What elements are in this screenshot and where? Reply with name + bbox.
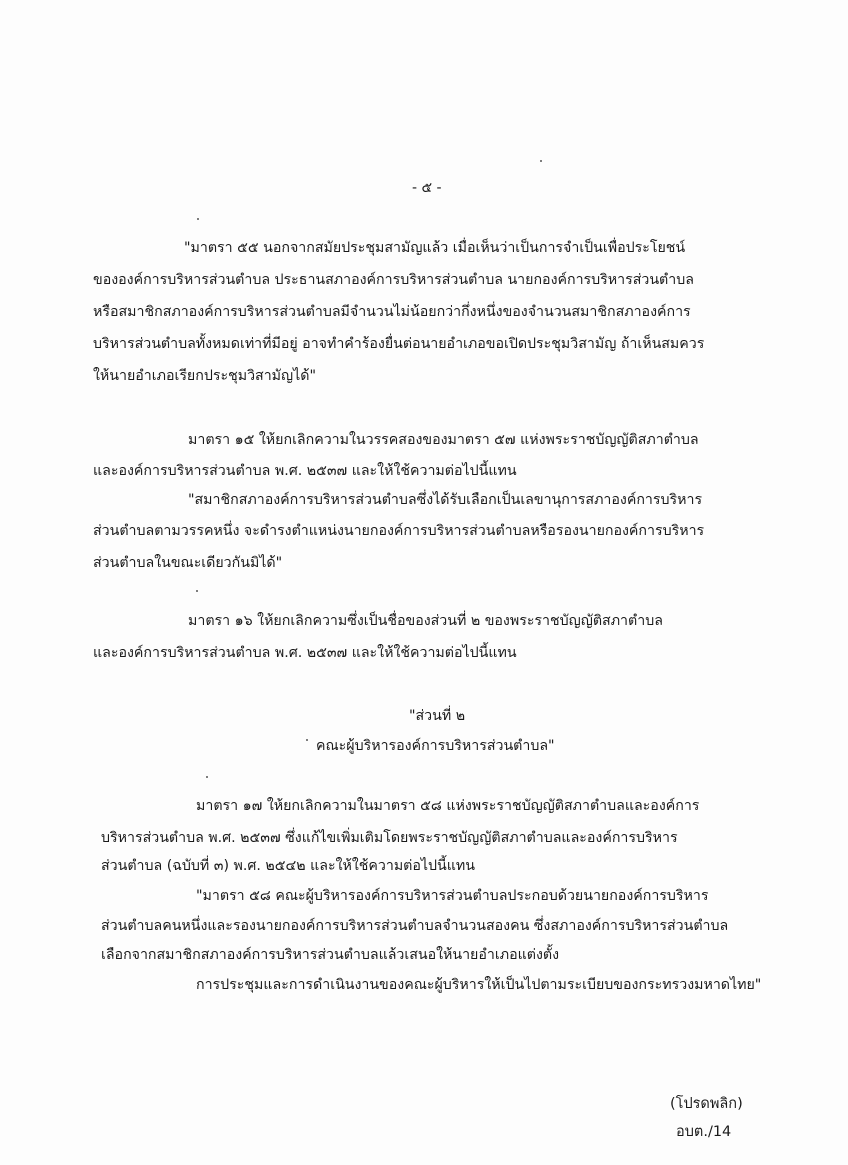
text-line: ส่วนตำบล (ฉบับที่ ๓) พ.ศ. ๒๕๔๒ และให้ใช้ความต่อไปนี้แทน — [101, 858, 475, 874]
text-line: หรือสมาชิกสภาองค์การบริหารส่วนตำบลมีจำนวนไม่น้อยกว่ากึ่งหนึ่งของจำนวนสมาชิกสภาองค์การ — [93, 304, 691, 320]
text-line: บริหารส่วนตำบล พ.ศ. ๒๕๓๗ ซึ่งแก้ไขเพิ่มเติมโดยพระราชบัญญัติสภาตำบลและองค์การบริหาร — [101, 830, 678, 846]
text-line: และองค์การบริหารส่วนตำบล พ.ศ. ๒๕๓๗ และให้ใช้ความต่อไปนี้แทน — [93, 463, 517, 479]
scan-speck — [540, 160, 542, 162]
section-heading: "ส่วนที่ ๒ — [409, 708, 466, 724]
text-line: บริหารส่วนตำบลทั้งหมดเท่าที่มีอยู่ อาจทำคำร้องยื่นต่อนายอำเภอขอเปิดประชุมวิสามัญ ถ้าเห็นสมควร — [93, 336, 705, 352]
text-line: ส่วนตำบลในขณะเดียวกันมิได้" — [93, 555, 283, 571]
next-page-reference: อบต./14 — [676, 1124, 732, 1140]
text-line: มาตรา ๑๗ ให้ยกเลิกความในมาตรา ๕๘ แห่งพระราชบัญญัติสภาตำบลและองค์การ — [196, 798, 700, 814]
scan-speck — [306, 739, 308, 741]
text-line: ส่วนตำบลคนหนึ่งและรองนายกองค์การบริหารส่วนตำบลจำนวนสองคน ซึ่งสภาองค์การบริหารส่วนตำบล — [101, 918, 729, 934]
text-line: "มาตรา ๕๕ นอกจากสมัยประชุมสามัญแล้ว เมื่อเห็นว่าเป็นการจำเป็นเพื่อประโยชน์ — [184, 240, 686, 256]
text-line: และองค์การบริหารส่วนตำบล พ.ศ. ๒๕๓๗ และให้ใช้ความต่อไปนี้แทน — [93, 645, 517, 661]
scan-speck — [206, 776, 208, 778]
turn-over-note: (โปรดพลิก) — [670, 1096, 743, 1112]
scan-speck — [197, 218, 199, 220]
scan-speck — [196, 590, 198, 592]
text-line: ให้นายอำเภอเรียกประชุมวิสามัญได้" — [93, 368, 316, 384]
text-line: "มาตรา ๕๘ คณะผู้บริหารองค์การบริหารส่วนตำบลประกอบด้วยนายกองค์การบริหาร — [196, 888, 709, 904]
text-line: เลือกจากสมาชิกสภาองค์การบริหารส่วนตำบลแล้วเสนอให้นายอำเภอแต่งตั้ง — [101, 947, 560, 963]
text-line: มาตรา ๑๖ ให้ยกเลิกความซึ่งเป็นชื่อของส่วนที่ ๒ ของพระราชบัญญัติสภาตำบล — [188, 613, 663, 629]
text-line: "สมาชิกสภาองค์การบริหารส่วนตำบลซึ่งได้รับเลือกเป็นเลขานุการสภาองค์การบริหาร — [188, 492, 703, 508]
text-line: ส่วนตำบลตามวรรคหนึ่ง จะดำรงตำแหน่งนายกองค์การบริหารส่วนตำบลหรือรองนายกองค์การบริหาร — [93, 523, 705, 539]
section-heading: คณะผู้บริหารองค์การบริหารส่วนตำบล" — [316, 738, 555, 754]
page-number: - ๕ - — [412, 180, 442, 196]
text-line: ขององค์การบริหารส่วนตำบล ประธานสภาองค์การบริหารส่วนตำบล นายกองค์การบริหารส่วนตำบล — [93, 272, 694, 288]
text-line: มาตรา ๑๕ ให้ยกเลิกความในวรรคสองของมาตรา ๕๗ แห่งพระราชบัญญัติสภาตำบล — [188, 432, 699, 448]
text-line: การประชุมและการดำเนินงานของคณะผู้บริหารให้เป็นไปตามระเบียบของกระทรวงมหาดไทย" — [196, 977, 762, 993]
